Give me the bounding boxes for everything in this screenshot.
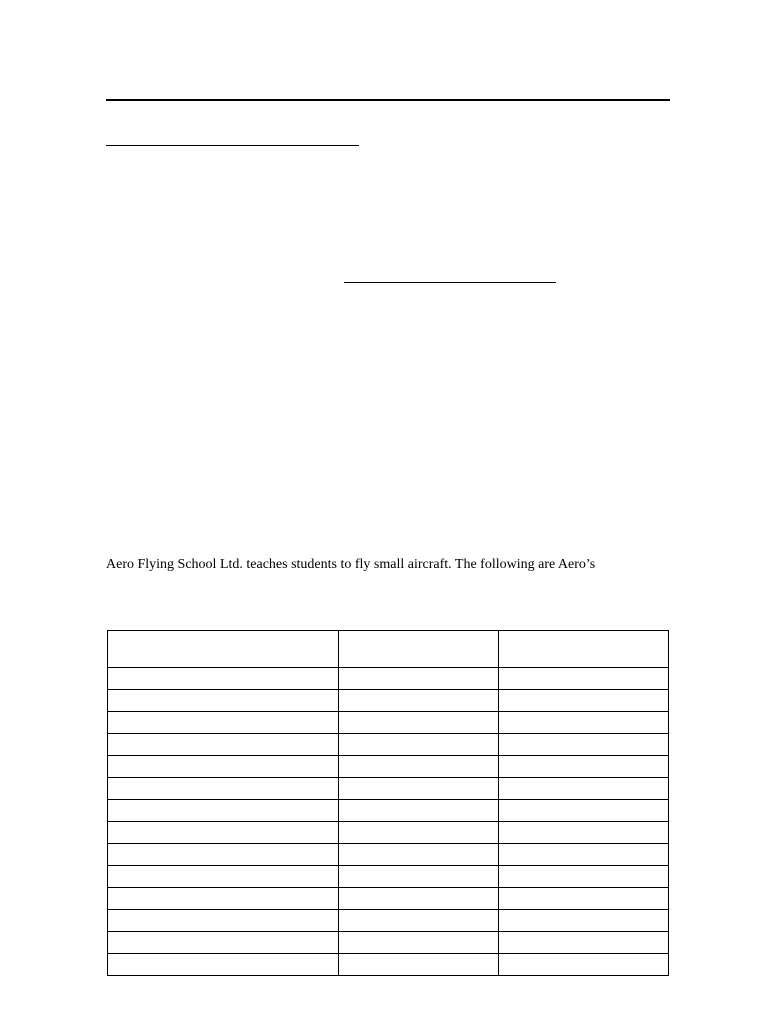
table-cell <box>108 844 339 866</box>
table-cell <box>108 822 339 844</box>
table-cell <box>339 756 499 778</box>
table-row <box>108 954 669 976</box>
table-cell <box>339 932 499 954</box>
table-cell <box>499 888 669 910</box>
heading-underline-left <box>106 145 359 146</box>
table-row <box>108 756 669 778</box>
table-row <box>108 800 669 822</box>
table-cell <box>499 954 669 976</box>
table-cell <box>339 866 499 888</box>
table-cell <box>499 800 669 822</box>
table-header-cell <box>499 631 669 668</box>
table-cell <box>108 712 339 734</box>
table-row <box>108 668 669 690</box>
table-cell <box>108 910 339 932</box>
table-cell <box>108 756 339 778</box>
intro-paragraph: Aero Flying School Ltd. teaches students to fly small aircraft. The following are Aero’s <box>106 557 596 572</box>
table-cell <box>339 954 499 976</box>
table-cell <box>499 690 669 712</box>
heading-underline-center <box>344 282 556 283</box>
table-row <box>108 822 669 844</box>
table-cell <box>108 734 339 756</box>
table-cell <box>108 932 339 954</box>
table-cell <box>499 932 669 954</box>
table-cell <box>108 800 339 822</box>
table-cell <box>339 668 499 690</box>
table-cell <box>339 712 499 734</box>
table-cell <box>339 910 499 932</box>
table-row <box>108 734 669 756</box>
table-header-cell <box>339 631 499 668</box>
table-cell <box>499 910 669 932</box>
table-header-row <box>108 631 669 668</box>
table-row <box>108 778 669 800</box>
table-row <box>108 866 669 888</box>
table-header-cell <box>108 631 339 668</box>
table-cell <box>339 800 499 822</box>
table-cell <box>339 888 499 910</box>
table-row <box>108 690 669 712</box>
table-cell <box>499 668 669 690</box>
table-row <box>108 910 669 932</box>
table-cell <box>339 734 499 756</box>
table-row <box>108 888 669 910</box>
table-cell <box>499 712 669 734</box>
table-cell <box>108 866 339 888</box>
table-cell <box>499 778 669 800</box>
table-cell <box>108 668 339 690</box>
table-cell <box>499 844 669 866</box>
table-cell <box>108 954 339 976</box>
table-cell <box>339 822 499 844</box>
table-cell <box>339 778 499 800</box>
table-row <box>108 712 669 734</box>
table-cell <box>499 822 669 844</box>
table-cell <box>339 690 499 712</box>
table-cell <box>499 866 669 888</box>
top-horizontal-rule <box>106 99 670 101</box>
table-cell <box>499 734 669 756</box>
table-row <box>108 844 669 866</box>
accounts-table <box>107 630 669 976</box>
table-cell <box>108 690 339 712</box>
table-cell <box>108 888 339 910</box>
table-cell <box>499 756 669 778</box>
table-row <box>108 932 669 954</box>
table-cell <box>108 778 339 800</box>
table-cell <box>339 844 499 866</box>
